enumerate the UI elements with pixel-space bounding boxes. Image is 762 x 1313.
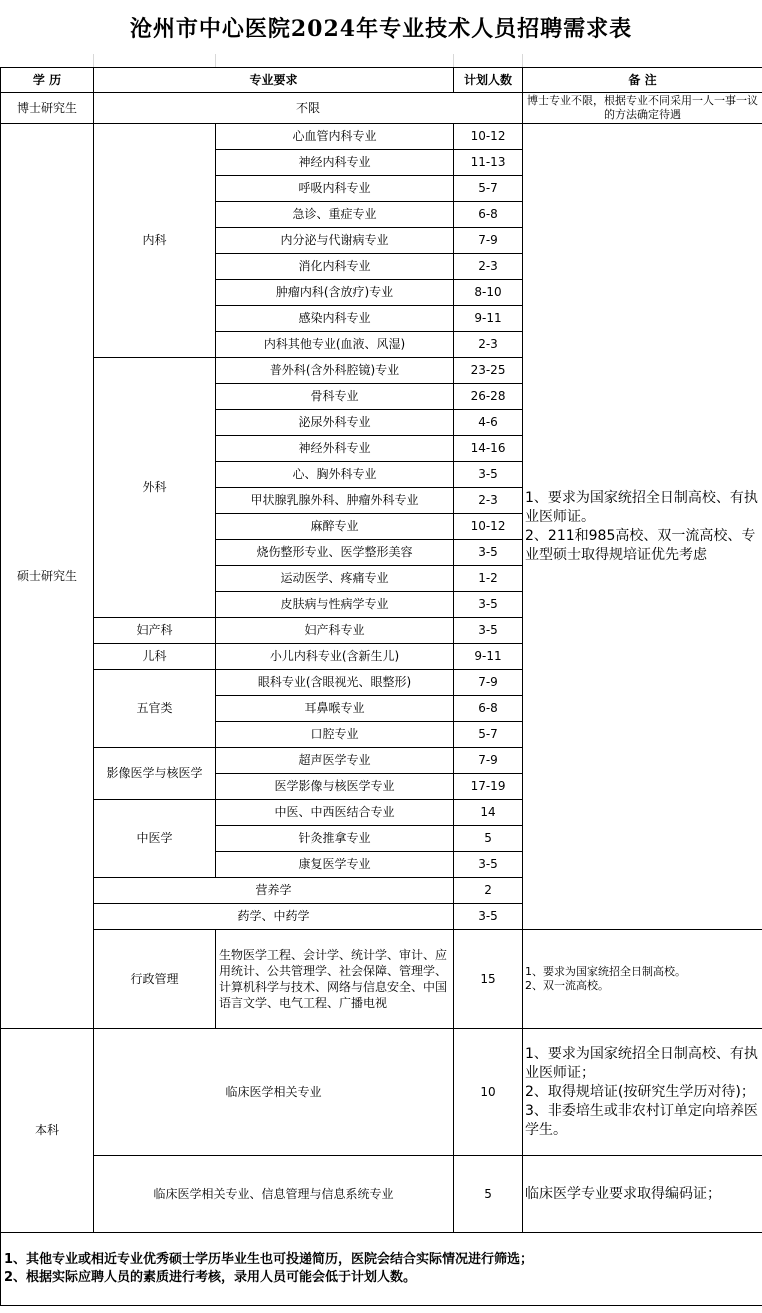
major-cell: 消化内科专业 — [216, 254, 454, 280]
count-cell: 26-28 — [454, 384, 523, 410]
count-cell: 5-7 — [454, 722, 523, 748]
recruitment-table — [0, 67, 762, 1306]
major-cell: 神经外科专业 — [216, 436, 454, 462]
category-cell: 影像医学与核医学 — [94, 748, 216, 800]
count-cell: 15 — [454, 930, 523, 1029]
major-cell: 临床医学相关专业 — [94, 1029, 454, 1156]
major-cell: 呼吸内科专业 — [216, 176, 454, 202]
admin-major-cell: 生物医学工程、会计学、统计学、审计、应用统计、公共管理学、社会保障、管理学、计算机科学与技术、网络与信息安全、中国语言文学、电气工程、广播电视 — [216, 930, 454, 1029]
count-cell: 6-8 — [454, 202, 523, 228]
major-cell: 肿瘤内科(含放疗)专业 — [216, 280, 454, 306]
doctor-major: 不限 — [94, 93, 523, 124]
major-cell: 医学影像与核医学专业 — [216, 774, 454, 800]
footer-line: 2、根据实际应聘人员的素质进行考核，录用人员可能会低于计划人数。 — [4, 1270, 417, 1285]
count-cell: 5 — [454, 826, 523, 852]
major-cell: 内科其他专业(血液、风湿) — [216, 332, 454, 358]
major-cell: 康复医学专业 — [216, 852, 454, 878]
count-cell: 5 — [454, 1156, 523, 1233]
count-cell: 3-5 — [454, 592, 523, 618]
doctor-note: 博士专业不限，根据专业不同采用一人一事一议的方法确定待遇 — [523, 93, 762, 124]
count-cell: 14-16 — [454, 436, 523, 462]
count-cell: 3-5 — [454, 462, 523, 488]
category-cell: 妇产科 — [94, 618, 216, 644]
major-cell: 甲状腺乳腺外科、肿瘤外科专业 — [216, 488, 454, 514]
count-cell: 7-9 — [454, 748, 523, 774]
major-cell: 运动医学、疼痛专业 — [216, 566, 454, 592]
count-cell: 3-5 — [454, 540, 523, 566]
bachelor-note: 临床医学专业要求取得编码证； — [523, 1156, 762, 1233]
major-cell: 神经内科专业 — [216, 150, 454, 176]
header-degree: 学 历 — [1, 68, 94, 93]
count-cell: 6-8 — [454, 696, 523, 722]
count-cell: 14 — [454, 800, 523, 826]
header-note: 备 注 — [523, 68, 762, 93]
master-note: 1、要求为国家统招全日制高校、有执业医师证。 2、211和985高校、双一流高校、专业型硕士取得规培证优先考虑 — [523, 124, 762, 930]
spacer-row — [0, 54, 762, 68]
count-cell: 17-19 — [454, 774, 523, 800]
major-cell: 泌尿外科专业 — [216, 410, 454, 436]
bachelor-note: 1、要求为国家统招全日制高校、有执业医师证； 2、取得规培证(按研究生学历对待)； 3、非委培生或非农村订单定向培养医学生。 — [523, 1029, 762, 1156]
footer-notes — [1, 1233, 762, 1306]
count-cell: 10-12 — [454, 124, 523, 150]
count-cell: 23-25 — [454, 358, 523, 384]
major-cell: 超声医学专业 — [216, 748, 454, 774]
footer-row — [1, 1233, 762, 1306]
major-cell: 眼科专业(含眼视光、眼整形) — [216, 670, 454, 696]
major-cell: 普外科(含外科腔镜)专业 — [216, 358, 454, 384]
count-cell: 2-3 — [454, 488, 523, 514]
category-cell: 行政管理 — [94, 930, 216, 1029]
footer-line: 1、其他专业或相近专业优秀硕士学历毕业生也可投递简历，医院会结合实际情况进行筛选； — [4, 1252, 534, 1267]
table-row — [1, 1029, 762, 1156]
doctor-degree: 博士研究生 — [1, 93, 94, 124]
count-cell: 1-2 — [454, 566, 523, 592]
major-cell: 感染内科专业 — [216, 306, 454, 332]
count-cell: 11-13 — [454, 150, 523, 176]
count-cell: 3-5 — [454, 618, 523, 644]
count-cell: 5-7 — [454, 176, 523, 202]
count-cell: 2-3 — [454, 332, 523, 358]
count-cell: 2 — [454, 878, 523, 904]
admin-row — [1, 930, 762, 1029]
major-cell: 口腔专业 — [216, 722, 454, 748]
category-cell: 内科 — [94, 124, 216, 358]
major-cell: 耳鼻喉专业 — [216, 696, 454, 722]
major-cell: 急诊、重症专业 — [216, 202, 454, 228]
table-row — [1, 1156, 762, 1233]
major-cell: 烧伤整形专业、医学整形美容 — [216, 540, 454, 566]
count-cell: 9-11 — [454, 306, 523, 332]
bachelor-degree: 本科 — [1, 1029, 94, 1233]
page-title: 沧州市中心医院2024年专业技术人员招聘需求表 — [129, 15, 633, 42]
major-cell: 皮肤病与性病学专业 — [216, 592, 454, 618]
category-cell: 中医学 — [94, 800, 216, 878]
count-cell: 3-5 — [454, 852, 523, 878]
major-cell: 营养学 — [94, 878, 454, 904]
count-cell: 4-6 — [454, 410, 523, 436]
category-cell: 儿科 — [94, 644, 216, 670]
major-cell: 药学、中药学 — [94, 904, 454, 930]
header-count: 计划人数 — [454, 68, 523, 93]
admin-note: 1、要求为国家统招全日制高校。 2、双一流高校。 — [523, 930, 762, 1029]
major-cell: 临床医学相关专业、信息管理与信息系统专业 — [94, 1156, 454, 1233]
master-degree: 硕士研究生 — [1, 124, 94, 1029]
count-cell: 10 — [454, 1029, 523, 1156]
major-cell: 心血管内科专业 — [216, 124, 454, 150]
category-cell: 五官类 — [94, 670, 216, 748]
major-cell: 心、胸外科专业 — [216, 462, 454, 488]
major-cell: 骨科专业 — [216, 384, 454, 410]
header-major: 专业要求 — [94, 68, 454, 93]
table-row — [1, 124, 762, 150]
major-cell: 妇产科专业 — [216, 618, 454, 644]
count-cell: 7-9 — [454, 228, 523, 254]
major-cell: 中医、中西医结合专业 — [216, 800, 454, 826]
count-cell: 9-11 — [454, 644, 523, 670]
doctor-row — [1, 93, 762, 124]
major-cell: 小儿内科专业(含新生儿) — [216, 644, 454, 670]
major-cell: 针灸推拿专业 — [216, 826, 454, 852]
count-cell: 10-12 — [454, 514, 523, 540]
count-cell: 7-9 — [454, 670, 523, 696]
header-row — [1, 68, 762, 93]
major-cell: 内分泌与代谢病专业 — [216, 228, 454, 254]
count-cell: 2-3 — [454, 254, 523, 280]
count-cell: 3-5 — [454, 904, 523, 930]
count-cell: 8-10 — [454, 280, 523, 306]
category-cell: 外科 — [94, 358, 216, 618]
major-cell: 麻醉专业 — [216, 514, 454, 540]
